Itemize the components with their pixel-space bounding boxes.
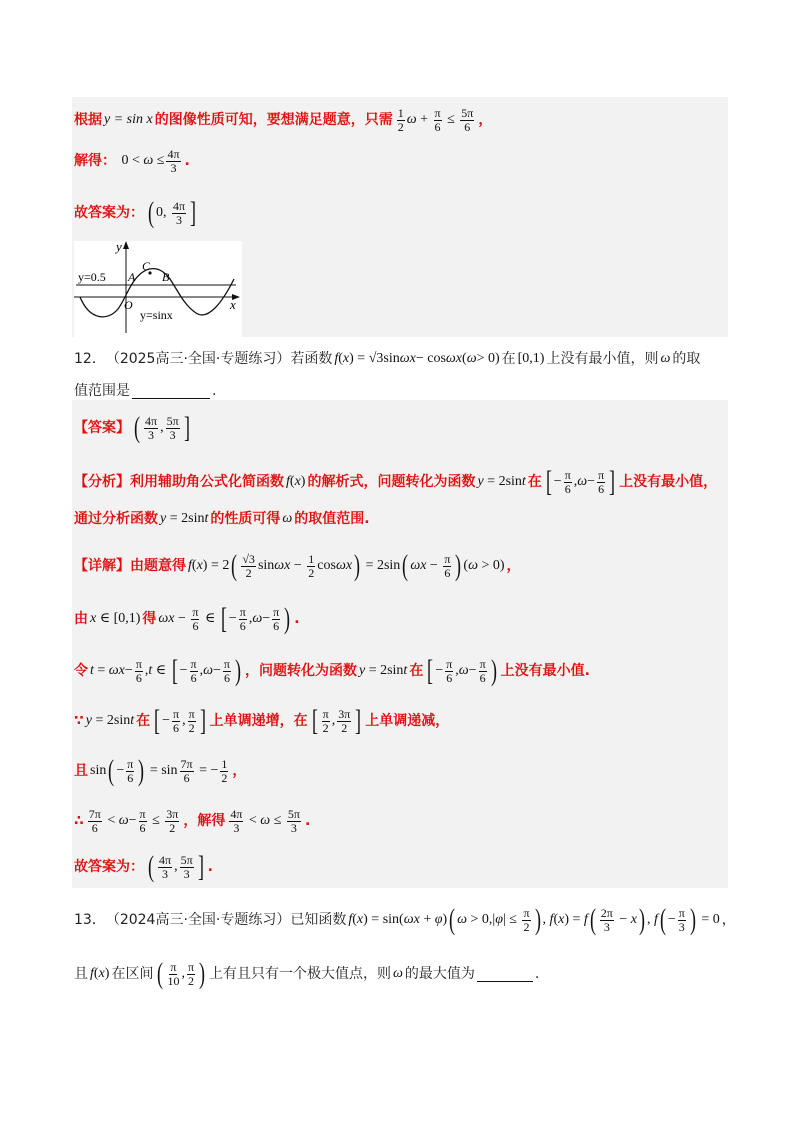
math-ineq1: $\frac{7\pi}{6}$ < ω − $\frac{\pi}{6}$ ≤ $\frac{3\pi}{2}$: [88, 806, 179, 835]
math-t-interval: [ − $\frac{\pi}{6}$ , ω − $\frac{\pi}{6}$ ): [427, 654, 497, 687]
math-inequality: $\frac{1}{2}$ ω + $\frac{\pi}{6}$ ≤ $\frac{5\pi}{6}$: [397, 105, 474, 134]
text: .: [304, 813, 311, 829]
graph-curve-label: y=sinx: [140, 308, 173, 322]
text: ，: [721, 912, 736, 928]
because-symbol: ∵: [74, 713, 84, 729]
text: 且: [74, 763, 88, 779]
q13-number: 13．: [74, 912, 106, 928]
graph-C: C: [142, 259, 151, 273]
analysis-label: 【分析】: [74, 474, 130, 490]
graph-x-label: x: [230, 297, 236, 312]
text: ，: [232, 763, 247, 779]
text: .: [184, 153, 190, 169]
math-answer-interval: ( 0, $\frac{4\pi}{3}$ ]: [148, 196, 197, 229]
detail-label: 【详解】: [74, 558, 130, 574]
math-omega: ω: [393, 966, 403, 981]
text: 且: [74, 966, 88, 982]
math-y2sint: y = 2sin t: [85, 713, 135, 728]
q13-line-2: [74, 956, 539, 992]
text: 利用辅助角公式化简函数: [130, 474, 284, 490]
text: 的图像性质可知，要想满足题意，只需: [154, 112, 393, 128]
text: ，解得: [183, 813, 226, 829]
graph-line-label: y=0.5: [78, 270, 106, 284]
solution-line-1: [74, 105, 492, 135]
text: 在: [409, 663, 424, 679]
q12-line-1: [74, 346, 700, 372]
math-fx-def: f ( x ) = √3sin ωx − cos ωx ( ω > 0): [334, 351, 500, 366]
text: .: [207, 859, 213, 875]
graph-origin: O: [124, 298, 133, 312]
math-ysinx: y = sin x: [104, 112, 153, 127]
text: ，问题转化为函数: [244, 663, 357, 679]
detail-line-4: [74, 704, 449, 738]
math-fx: f ( x ): [286, 474, 306, 489]
text: 在: [136, 713, 151, 729]
text: 上有且只有一个极大值点，则: [209, 966, 392, 982]
text: 在: [527, 474, 542, 490]
detail-line-7: [74, 850, 213, 884]
math-range: 0 < ω ≤ $\frac{4\pi}{3}$: [118, 146, 180, 175]
q12-source: （2025高三·全国·专题练习）若函数: [105, 351, 333, 367]
solution-line-2: [74, 146, 190, 176]
therefore-symbol: ∴: [74, 813, 84, 829]
math-sin-value: sin ( − $\frac{\pi}{6}$ ) = sin $\frac{7\pi}{6}$ = − $\frac{1}{2}$: [90, 754, 228, 787]
math-x-in: x ∈ [0,1): [90, 611, 141, 626]
answer-line: [74, 410, 194, 446]
text: .: [294, 611, 300, 627]
text: ，: [478, 112, 493, 128]
text: 由题意得: [130, 558, 186, 574]
text: 上没有最小值，: [619, 474, 718, 490]
text: 的取: [672, 351, 701, 367]
text: 解得：: [74, 153, 116, 169]
graph-A: A: [128, 270, 136, 284]
text: 上单调递减，: [365, 713, 450, 729]
q12-number: 12．: [74, 351, 106, 367]
q12-line-2: [74, 380, 216, 402]
analysis-line-2: [74, 508, 370, 530]
solution-line-3: [74, 196, 200, 230]
text: 在: [501, 351, 516, 367]
math-answer: ( $\frac{4\pi}{3}$ , $\frac{5\pi}{3}$ ]: [134, 411, 190, 444]
graph-y-label: y: [116, 241, 122, 254]
text: 由: [74, 611, 88, 627]
sine-graph: [74, 241, 242, 337]
math-ineq2: $\frac{4\pi}{3}$ < ω ≤ $\frac{5\pi}{3}$: [230, 806, 300, 835]
math-y2sint: y = 2sin t: [160, 511, 209, 526]
text: 的解析式，问题转化为函数: [307, 474, 476, 490]
text: 得: [142, 611, 157, 627]
text: .: [212, 383, 217, 399]
math-interval: [0,1): [517, 351, 545, 366]
text: 在区间: [111, 966, 154, 982]
math-detail-fx: f ( x ) = 2 ( $\frac{√3}{2}$ sin ωx − $\frac{1}{2}$ cos ωx ) = 2sin ( ωx − $\frac{\pi}{6}$ ) ( ω > 0): [188, 549, 505, 582]
math-fx: f ( x ): [90, 966, 110, 981]
text: 值范围是: [74, 383, 130, 399]
text: 的最大值为: [404, 966, 475, 982]
math-y2sint: y = 2sin t: [358, 663, 408, 678]
math-t-def: t = ωx − $\frac{\pi}{6}$ , t ∈ [ − $\frac{\pi}{6}$ , ω − $\frac{\pi}{6}$ ): [90, 654, 241, 687]
math-t-interval: [ − $\frac{\pi}{6}$ , ω − $\frac{\pi}{6}$ ]: [545, 465, 616, 498]
answer-label: 【答案】: [74, 420, 130, 436]
text: 故答案为：: [74, 205, 144, 221]
answer-blank[interactable]: [477, 967, 533, 982]
text: .: [534, 966, 540, 982]
analysis-line-1: [74, 465, 717, 499]
text: 的性质可得: [210, 511, 281, 527]
text: 上单调递增，在: [209, 713, 308, 729]
detail-line-2: [74, 602, 300, 636]
math-omega: ω: [660, 351, 671, 366]
math-inc-interval: [ − $\frac{\pi}{6}$ , $\frac{\pi}{2}$ ]: [154, 704, 206, 737]
answer-blank[interactable]: [132, 384, 210, 399]
detail-line-3: [74, 654, 590, 688]
text: 的取值范围.: [294, 511, 370, 527]
final-answer-label: 故答案为：: [74, 859, 144, 875]
math-omega: ω: [282, 511, 293, 526]
math-y2sint: y = 2sin t: [477, 474, 526, 489]
text: 上没有最小值，则: [546, 351, 659, 367]
q13-source: （2024高三·全国·专题练习）已知函数: [105, 912, 347, 928]
text: 令: [74, 663, 88, 679]
text: 上没有最小值.: [500, 663, 590, 679]
detail-line-5: [74, 754, 246, 788]
math-dec-interval: [ $\frac{\pi}{2}$ , $\frac{3\pi}{2}$ ]: [311, 704, 362, 737]
text: ，: [506, 558, 521, 574]
text: 通过分析函数: [74, 511, 158, 527]
math-final-answer: ( $\frac{4\pi}{3}$ , $\frac{5\pi}{3}$ ]: [148, 850, 204, 883]
q13-line-1: [74, 902, 736, 938]
math-omegax-in: ωx − $\frac{\pi}{6}$ ∈ [ − $\frac{\pi}{6}$ , ω − $\frac{\pi}{6}$ ): [158, 602, 291, 635]
math-q13-interval: ( $\frac{\pi}{10}$ , $\frac{\pi}{2}$ ): [157, 957, 206, 990]
math-q13-def: f ( x ) = sin( ωx + φ ) ( ω > 0,| φ | ≤ $\frac{\pi}{2}$ ) , f ( x ) = f ( $\frac{2\pi}{3}$ − x ) , f ( − $\frac{\pi}{3}$ ) = 0: [348, 903, 720, 936]
text: 根据: [74, 112, 102, 128]
detail-line-6: [74, 804, 310, 838]
graph-B: B: [162, 270, 170, 284]
detail-line-1: [74, 546, 521, 586]
